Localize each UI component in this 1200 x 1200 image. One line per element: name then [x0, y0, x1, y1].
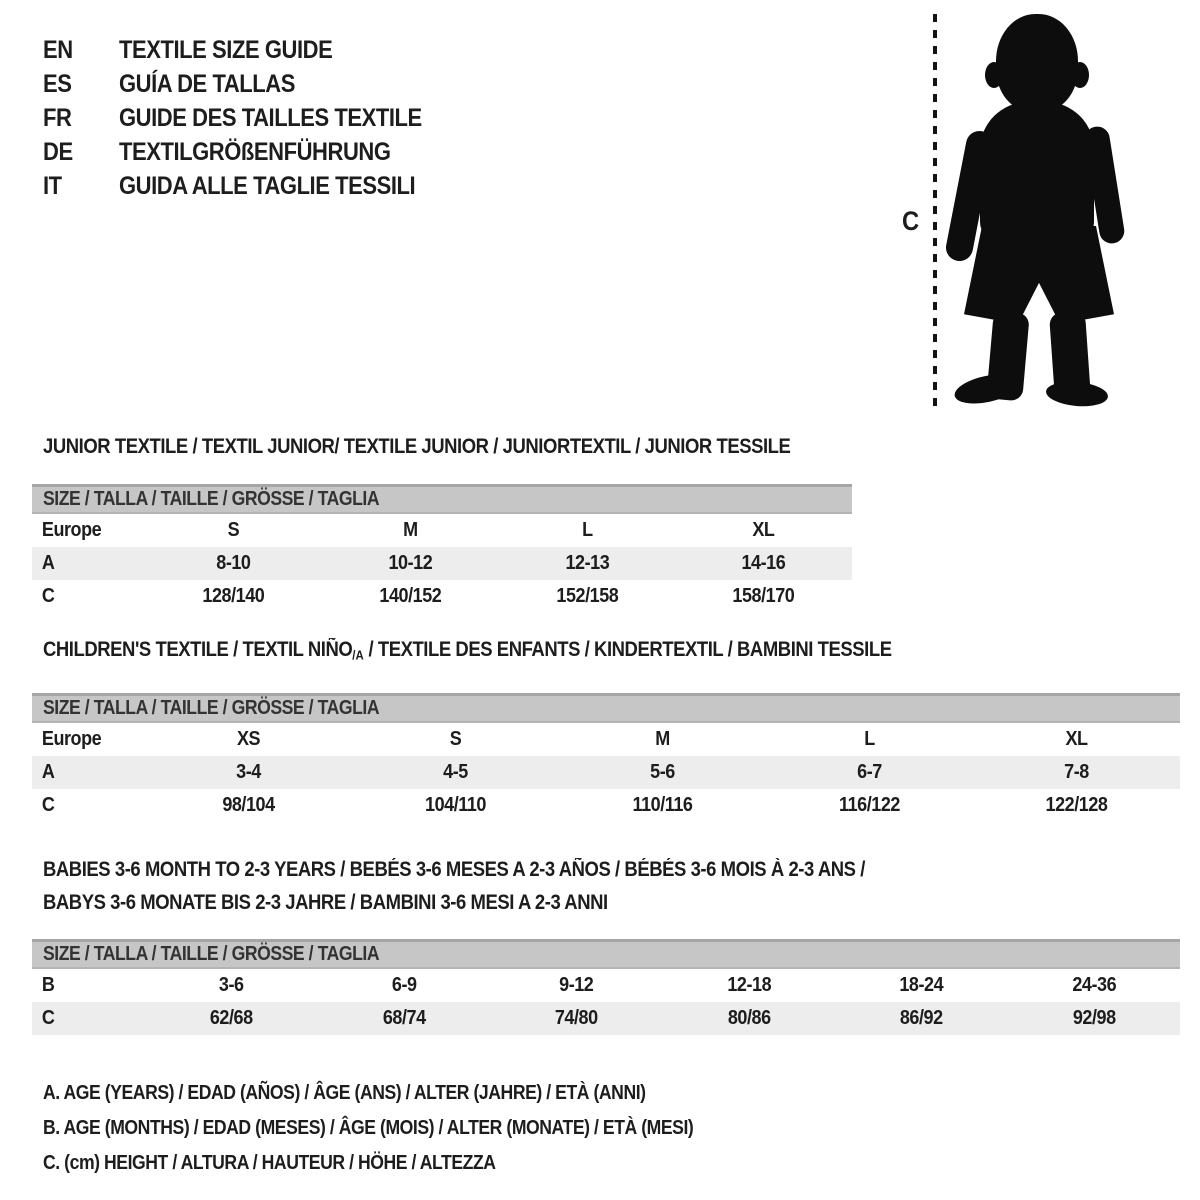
section-title: [32, 434, 1180, 460]
height-measure-figure: [902, 14, 1132, 418]
legend-text: B. AGE (MONTHS) / EDAD (MESES) / ÂGE (MOIS) / ALTER (MONATE) / ETÀ (MESI): [43, 1116, 694, 1139]
baby-foot-left-shape: [952, 369, 1022, 408]
table-cell: 9-12: [559, 973, 594, 996]
section-junior-textile: [32, 434, 1180, 613]
section-title-text: [43, 637, 892, 669]
babies-size-table: [32, 969, 1180, 1035]
baby-ear-right-shape: [1071, 62, 1089, 88]
baby-foot-right-shape: [1045, 379, 1109, 408]
table-cell: S: [227, 519, 240, 541]
table-cell: 74/80: [554, 1006, 598, 1029]
table-cell: 62/68: [209, 1006, 253, 1029]
size-header-label: SIZE / TALLA / TAILLE / GRÖSSE / TAGLIA: [43, 942, 380, 965]
row-label: A: [41, 552, 55, 574]
junior-size-table: [32, 514, 1180, 613]
table-row: [32, 547, 852, 580]
size-header-band: [32, 939, 1180, 969]
table-cell: 4-5: [443, 760, 468, 783]
height-measure-dashed-line: [933, 14, 937, 414]
size-header-band: [32, 484, 852, 514]
table-cell: 24-36: [1071, 973, 1116, 996]
table-cell: 92/98: [1072, 1006, 1116, 1029]
language-code: EN: [43, 36, 73, 64]
table-cell: 8-10: [216, 552, 251, 574]
section-children-textile: [32, 637, 1180, 822]
baby-silhouette: [952, 14, 1132, 416]
legend-line-a: [43, 1076, 1180, 1111]
row-label: A: [41, 760, 55, 783]
section-title-text: BABIES 3-6 MONTH TO 2-3 YEARS / BEBÉS 3-6 MESES A 2-3 AÑOS / BÉBÉS 3-6 MOIS À 2-3 ANS /: [43, 857, 865, 881]
table-cell: 104/110: [425, 793, 486, 816]
table-cell: 128/140: [202, 585, 265, 607]
language-code: DE: [43, 138, 73, 166]
table-cell: S: [449, 727, 462, 750]
table-cell: XL: [752, 519, 775, 541]
table-cell: 116/122: [839, 793, 900, 816]
row-label: Europe: [41, 519, 102, 541]
row-label: B: [41, 973, 55, 996]
section-title-text: JUNIOR TEXTILE / TEXTIL JUNIOR/ TEXTILE JUNIOR / JUNIORTEXTIL / JUNIOR TESSILE: [43, 435, 791, 458]
table-cell: 98/104: [222, 793, 275, 816]
title-suffix: / TEXTILE DES ENFANTS / KINDERTEXTIL / BAMBINI TESSILE: [363, 638, 892, 661]
baby-ear-left-shape: [985, 62, 1003, 88]
header-area: [0, 0, 1200, 420]
legend-text: C. (cm) HEIGHT / ALTURA / HAUTEUR / HÖHE / ALTEZZA: [43, 1151, 496, 1174]
table-cell: 68/74: [382, 1006, 426, 1029]
baby-torso-shape: [980, 102, 1094, 242]
baby-shorts-shape: [964, 226, 1114, 324]
table-cell: 3-6: [218, 973, 244, 996]
table-cell: 6-9: [391, 973, 417, 996]
table-cell: 14-16: [741, 552, 786, 574]
section-title-line1: [43, 853, 1180, 886]
table-cell: M: [655, 727, 670, 750]
table-row: [32, 756, 1180, 789]
title-prefix: CHILDREN'S TEXTILE / TEXTIL NIÑO: [43, 638, 353, 661]
table-row: [32, 1002, 1180, 1035]
language-title: GUIDE DES TAILLES TEXTILE: [119, 104, 422, 132]
table-row: [32, 723, 1180, 756]
section-title: [32, 853, 1180, 919]
table-cell: 5-6: [650, 760, 675, 783]
table-cell: 7-8: [1064, 760, 1089, 783]
table-cell: XL: [1065, 727, 1088, 750]
section-babies-textile: [32, 853, 1180, 1035]
title-subscript: /A: [352, 647, 364, 663]
table-cell: 10-12: [388, 552, 433, 574]
table-row: [32, 514, 852, 547]
table-cell: 80/86: [727, 1006, 771, 1029]
size-header-band: [32, 693, 1180, 723]
table-row: [32, 789, 1180, 822]
section-title-text: BABYS 3-6 MONATE BIS 2-3 JAHRE / BAMBINI 3-6 MESI A 2-3 ANNI: [43, 890, 608, 914]
table-cell: XS: [236, 727, 261, 750]
table-cell: 12-18: [726, 973, 771, 996]
table-cell: 122/128: [1045, 793, 1108, 816]
table-row: [32, 969, 1180, 1002]
table-cell: 152/158: [555, 585, 618, 607]
language-code: ES: [43, 70, 72, 98]
table-cell: M: [402, 519, 418, 541]
row-label: C: [41, 1006, 55, 1029]
row-label: C: [41, 793, 55, 816]
legend-text: A. AGE (YEARS) / EDAD (AÑOS) / ÂGE (ANS) / ALTER (JAHRE) / ETÀ (ANNI): [43, 1081, 646, 1104]
height-measure-label: C: [902, 205, 919, 236]
table-cell: 110/116: [632, 793, 693, 816]
size-header-label: SIZE / TALLA / TAILLE / GRÖSSE / TAGLIA: [43, 488, 380, 510]
language-code: IT: [43, 172, 62, 200]
table-cell: L: [581, 519, 593, 541]
table-cell: 18-24: [899, 973, 944, 996]
baby-head-shape: [996, 14, 1078, 112]
row-label: Europe: [41, 727, 102, 750]
table-cell: 158/170: [732, 585, 795, 607]
table-cell: 86/92: [899, 1006, 943, 1029]
legend-line-c: [43, 1146, 1180, 1181]
tables-area: [32, 434, 1180, 1181]
table-row: [32, 580, 852, 613]
table-cell: 12-13: [564, 552, 609, 574]
table-cell: 140/152: [379, 585, 442, 607]
table-cell: 6-7: [857, 760, 882, 783]
size-header-label: SIZE / TALLA / TAILLE / GRÖSSE / TAGLIA: [43, 696, 380, 719]
legend: [32, 1076, 1180, 1181]
children-size-table: [32, 723, 1180, 822]
language-title: GUÍA DE TALLAS: [119, 70, 295, 98]
section-title-line2: [43, 886, 1180, 919]
row-label: C: [41, 585, 55, 607]
legend-line-b: [43, 1111, 1180, 1146]
language-title-list: [43, 33, 463, 203]
language-code: FR: [43, 104, 72, 132]
language-title: TEXTILGRÖßENFÜHRUNG: [119, 138, 391, 166]
language-title: TEXTILE SIZE GUIDE: [119, 36, 333, 64]
language-title: GUIDA ALLE TAGLIE TESSILI: [119, 172, 416, 200]
table-cell: L: [864, 727, 875, 750]
section-title: [32, 637, 1180, 669]
table-cell: 3-4: [236, 760, 261, 783]
